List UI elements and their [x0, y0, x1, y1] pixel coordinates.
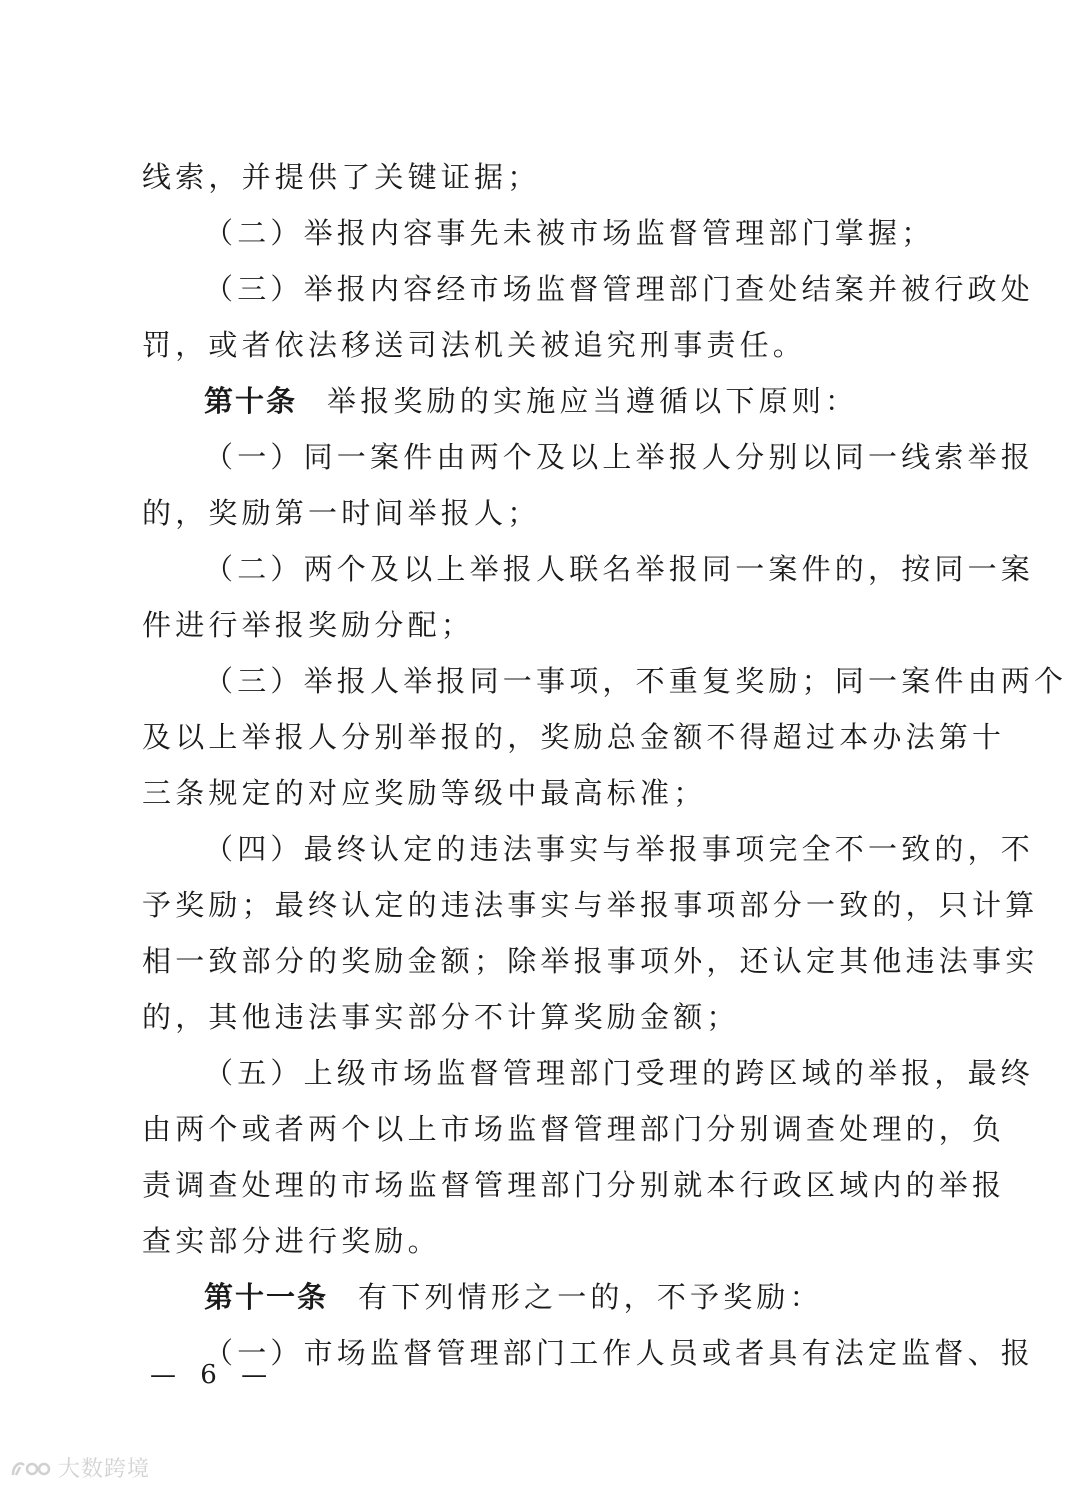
text-line: （二）两个及以上举报人联名举报同一案件的，按同一案	[204, 552, 1035, 586]
article-11-text: 有下列情形之一的，不予奖励：	[358, 1280, 823, 1314]
page-number: — 6 —	[150, 1360, 276, 1390]
text-line: 的，其他违法事实部分不计算奖励金额；	[142, 1000, 740, 1034]
text-line: （三）举报人举报同一事项，不重复奖励；同一案件由两个	[204, 664, 1068, 698]
text-line: 责调查处理的市场监督管理部门分别就本行政区域内的举报	[142, 1168, 1006, 1202]
text-line: （一）同一案件由两个及以上举报人分别以同一线索举报	[204, 440, 1035, 474]
watermark-text: 大数跨境	[58, 1457, 151, 1482]
article-10-line	[204, 381, 942, 421]
text-line: （三）举报内容经市场监督管理部门查处结案并被行政处	[204, 272, 1035, 306]
text-line: 罚，或者依法移送司法机关被追究刑事责任。	[142, 328, 807, 362]
text-line: 予奖励；最终认定的违法事实与举报事项部分一致的，只计算	[142, 888, 1039, 922]
text-line: （五）上级市场监督管理部门受理的跨区域的举报，最终	[204, 1056, 1035, 1090]
text-line: 由两个或者两个以上市场监督管理部门分别调查处理的，负	[142, 1112, 1006, 1146]
text-line: （一）市场监督管理部门工作人员或者具有法定监督、报	[204, 1336, 1035, 1370]
text-line: 相一致部分的奖励金额；除举报事项外，还认定其他违法事实	[142, 944, 1039, 978]
text-line: （二）举报内容事先未被市场监督管理部门掌握；	[204, 216, 935, 250]
text-line: 查实部分进行奖励。	[142, 1224, 441, 1258]
watermark	[10, 1452, 150, 1483]
text-line: 三条规定的对应奖励等级中最高标准；	[142, 776, 707, 810]
text-line: （四）最终认定的违法事实与举报事项完全不一致的，不	[204, 832, 1035, 866]
article-10-heading: 第十条	[204, 384, 298, 418]
article-11-heading: 第十一条	[204, 1280, 329, 1314]
article-10-text: 举报奖励的实施应当遵循以下原则：	[327, 384, 859, 418]
text-line: 件进行举报奖励分配；	[142, 608, 475, 642]
text-line: 及以上举报人分别举报的，奖励总金额不得超过本办法第十	[142, 720, 1006, 754]
article-11-line	[204, 1277, 942, 1317]
text-line: 线索，并提供了关键证据；	[142, 160, 541, 194]
text-line: 的，奖励第一时间举报人；	[142, 496, 541, 530]
watermark-logo-icon	[10, 1457, 52, 1479]
